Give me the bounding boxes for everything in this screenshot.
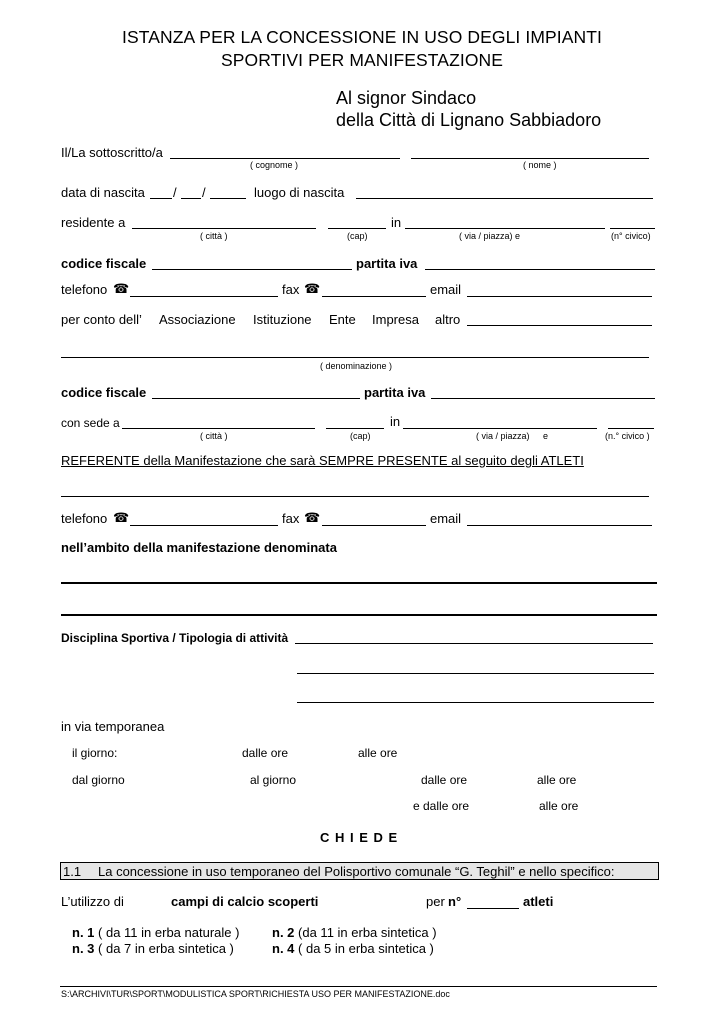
event-name-field-2[interactable] [61, 614, 657, 616]
option-number: n. 4 [272, 941, 295, 956]
tax-code-field[interactable] [152, 269, 352, 270]
birth-year-field[interactable] [210, 198, 246, 199]
to-hour-label: alle ore [539, 799, 579, 813]
seat-civic-field[interactable] [608, 428, 654, 429]
name-hint: ( denominazione ) [320, 361, 393, 371]
athletes-count-field[interactable] [467, 908, 519, 909]
surname-hint: ( cognome ) [250, 160, 299, 170]
option-association[interactable]: Associazione [159, 312, 236, 327]
option-number: n. 3 [72, 941, 95, 956]
civic-hint: (n° civico) [611, 231, 651, 241]
name-hint: ( nome ) [523, 160, 557, 170]
referent-phone-label: telefono [61, 511, 108, 526]
date-separator: / [202, 185, 206, 200]
vat-label: partita iva [356, 256, 418, 271]
referent-name-field[interactable] [61, 496, 649, 497]
org-tax-code-field[interactable] [152, 398, 360, 399]
surname-field[interactable] [170, 158, 400, 159]
street-hint: ( via / piazza) [476, 431, 530, 441]
on-behalf-label: per conto dell’ [61, 312, 142, 327]
telephone-icon: ☎ [113, 510, 130, 525]
cap-hint: (cap) [350, 431, 371, 441]
residence-street-field[interactable] [405, 228, 605, 229]
org-tax-code-label: codice fiscale [61, 385, 147, 400]
other-field[interactable] [467, 325, 652, 326]
referent-fax-field[interactable] [322, 525, 426, 526]
seat-cap-field[interactable] [326, 428, 384, 429]
birth-date-label: data di nascita [61, 185, 145, 200]
birth-place-field[interactable] [356, 198, 653, 199]
organization-name-field[interactable] [61, 357, 649, 358]
civic-hint: (n.° civico ) [605, 431, 650, 441]
option-number: n. 2 [272, 925, 295, 940]
referent-email-label: email [430, 511, 462, 526]
residence-label: residente a [61, 215, 126, 230]
discipline-field-2[interactable] [297, 673, 654, 674]
cap-hint: (cap) [347, 231, 368, 241]
option-desc: ( da 5 in erba sintetica ) [298, 941, 434, 956]
option-desc: ( da 7 in erba sintetica ) [98, 941, 234, 956]
seat-city-field[interactable] [122, 428, 315, 429]
discipline-field-3[interactable] [297, 702, 654, 703]
tax-code-label: codice fiscale [61, 256, 147, 271]
section-number: 1.1 [63, 864, 82, 879]
telephone-icon: ☎ [304, 510, 321, 525]
addressee-line2: della Città di Lignano Sabbiadoro [336, 110, 602, 130]
city-hint: ( città ) [200, 231, 228, 241]
field-option-1[interactable] [72, 925, 239, 940]
residence-civic-field[interactable] [610, 228, 655, 229]
referent-heading: REFERENTE della Manifestazione che sarà SEMPRE PRESENTE al seguito degli ATLETI [61, 453, 584, 468]
option-entity[interactable]: Ente [329, 312, 356, 327]
section-header-box [60, 862, 659, 880]
footer-path: S:\ARCHIVI\TUR\SPORT\MODULISTICA SPORT\RICHIESTA USO PER MANIFESTAZIONE.doc [61, 989, 450, 999]
vat-field[interactable] [425, 269, 655, 270]
referent-phone-field[interactable] [130, 525, 278, 526]
footer-divider [60, 986, 657, 987]
option-company[interactable]: Impresa [372, 312, 419, 327]
from-day-label: dal giorno [72, 773, 125, 787]
residence-city-field[interactable] [132, 228, 316, 229]
field-option-3[interactable] [72, 941, 234, 956]
request-heading: C H I E D E [320, 830, 399, 845]
to-day-label: al giorno [250, 773, 297, 787]
per-label: per [426, 894, 445, 909]
birth-month-field[interactable] [181, 198, 201, 199]
name-field[interactable] [411, 158, 649, 159]
event-name-field[interactable] [61, 582, 657, 584]
form-title-line1: ISTANZA PER LA CONCESSIONE IN USO DEGLI IMPIANTI [122, 27, 602, 47]
org-vat-label: partita iva [364, 385, 426, 400]
discipline-field[interactable] [295, 643, 653, 644]
in-label: in [390, 414, 401, 429]
option-desc: (da 11 in erba sintetica ) [298, 925, 437, 940]
to-hour-label: alle ore [358, 746, 398, 760]
referent-email-field[interactable] [467, 525, 652, 526]
number-label: n° [448, 894, 462, 909]
birth-day-field[interactable] [150, 198, 172, 199]
from-hour-label: dalle ore [421, 773, 468, 787]
and-from-hour-label: e dalle ore [413, 799, 470, 813]
form-title-line2: SPORTIVI PER MANIFESTAZIONE [220, 50, 504, 70]
event-label: nell’ambito della manifestazione denominata [61, 540, 337, 555]
option-number: n. 1 [72, 925, 95, 940]
in-label: in [391, 215, 402, 230]
phone-field[interactable] [130, 296, 278, 297]
fax-label: fax [282, 282, 300, 297]
use-label: L’utilizzo di [61, 894, 124, 909]
field-option-2[interactable] [272, 925, 437, 940]
athletes-label: atleti [523, 894, 554, 909]
birth-place-label: luogo di nascita [254, 185, 345, 200]
section-text: La concessione in uso temporaneo del Polisportivo comunale “G. Teghil” e nello specifico: [98, 864, 615, 879]
addressee-line1: Al signor Sindaco [336, 88, 477, 108]
street-hint: ( via / piazza) e [459, 231, 521, 241]
date-separator: / [173, 185, 177, 200]
seat-label: con sede a [61, 416, 120, 430]
email-label: email [430, 282, 462, 297]
option-institution[interactable]: Istituzione [253, 312, 312, 327]
residence-cap-field[interactable] [328, 228, 386, 229]
option-desc: ( da 11 in erba naturale ) [98, 925, 240, 940]
referent-fax-label: fax [282, 511, 300, 526]
option-other[interactable]: altro [435, 312, 461, 327]
email-field[interactable] [467, 296, 652, 297]
field-option-4[interactable] [272, 941, 434, 956]
seat-street-field[interactable] [403, 428, 597, 429]
org-vat-field[interactable] [431, 398, 655, 399]
day-label: il giorno: [72, 746, 118, 760]
phone-label: telefono [61, 282, 108, 297]
to-hour-label: alle ore [537, 773, 577, 787]
fax-field[interactable] [322, 296, 426, 297]
applicant-label: Il/La sottoscritto/a [61, 145, 163, 160]
telephone-icon: ☎ [304, 281, 321, 296]
discipline-label: Disciplina Sportiva / Tipologia di attività [61, 631, 289, 645]
temporary-label: in via temporanea [61, 719, 165, 734]
fields-label: campi di calcio scoperti [171, 894, 319, 909]
and-hint: e [543, 431, 549, 441]
city-hint: ( città ) [200, 431, 228, 441]
telephone-icon: ☎ [113, 281, 130, 296]
from-hour-label: dalle ore [242, 746, 289, 760]
